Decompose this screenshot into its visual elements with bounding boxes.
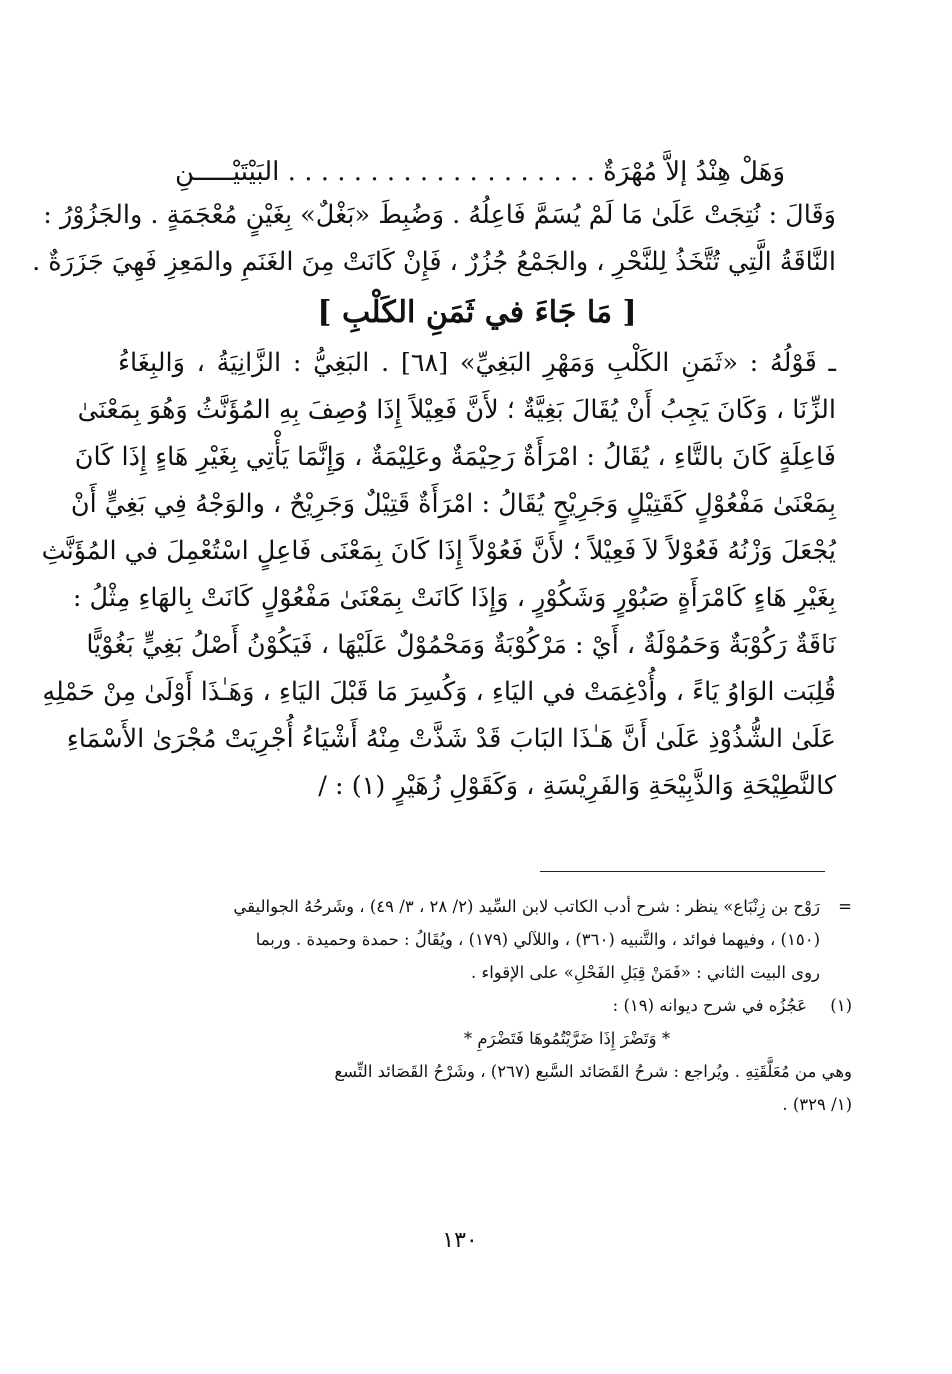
section-line: بِمَعْنَىٰ مَفْعُوْلٍ كَقَتِيْلٍ وَجَرِيْحٍ يُقَالُ : امْرَأَةٌ قَتِيْلٌ وَجَرِيْحٌ ، والوَجْهُ فِي بَغِيٍّ أَنْ	[70, 489, 836, 519]
section-line: قُلِبَت الوَاوُ يَاءً ، وأُدْغِمَتْ في اليَاءِ ، وَكُسِرَ مَا قَبْلَ اليَاءِ ، وَهَـٰذَا أَوْلَىٰ مِنْ حَمْلِهِ	[42, 677, 836, 707]
main-text	[32, 192, 837, 810]
section-line: عَلَىٰ الشُّذُوْذِ عَلَىٰ أَنَّ هَـٰذَا البَابَ قَدْ شَذَّتْ مِنْهُ أَشْيَاءُ أُجْرِيَتْ مُجْرَىٰ الأَسْمَاءِ	[66, 724, 836, 754]
footnote-text: عَجُزُه في شرح ديوانه (١٩) :	[612, 996, 807, 1015]
footnote-text: رَوْح بن زِنْبَاع» ينظر : شرح أدب الكاتب لابن السِّيد (٢/ ٢٨ ، ٣/ ٤٩) ، وشَرحُهُ الجواليقي	[233, 897, 820, 916]
body-line: وَقَالَ : نُتِجَتْ عَلَىٰ مَا لَمْ يُسَمَّ فَاعِلُهُ . وَضُبِطَ «بَغْلٌ» بِغَيْنٍ مُعْجَمَةٍ . والجَزُوْرُ :	[43, 200, 836, 230]
section-line: بِغَيْرِ هَاءٍ كَامْرَأَةٍ صَبُوْرٍ وَشَكُوْرٍ ، وَإِذَا كَانَتْ بِمَعْنَىٰ مَفْعُوْلٍ كَانَتْ بِالهَاءِ مِثْلُ :	[72, 583, 836, 613]
section-line: يُجْعَلَ وَزْنُهُ فَعُوْلاً لاَ فَعِيْلاً ؛ لأَنَّ فَعُوْلاً إِذَا كَانَ بِمَعْنَى فَاعِلٍ اسْتُعْمِلَ في المُؤَنَّثِ	[41, 536, 836, 566]
footnote-line: (١/ ٣٢٩) .	[782, 1095, 852, 1114]
page-number: ١٣٠	[442, 1228, 478, 1253]
section-line: الزِّنَا ، وَكَانَ يَجِبُ أَنْ يُقَالَ بَغِيَّةٌ ؛ لأَنَّ فَعِيْلاً إِذَا وُصِفَ بِهِ المُؤَنَّثُ وَهُوَ بِمَعْنَىٰ	[77, 395, 836, 425]
footnote-verse: * وَتَضْرَ إِذَا ضَرَّيْتُمُوهَا فَتَضْرَمِ *	[463, 1029, 671, 1048]
section-line: كالنَّطِيْحَةِ وَالذَّبِيْحَةِ وَالفَرِيْسَةِ ، وَكَقَوْلِ زُهَيْرٍ (١) : /	[318, 771, 836, 801]
footnote-separator	[540, 871, 825, 872]
footnote-number: (١)	[830, 996, 852, 1015]
verse-first-hemistich: وَهَلْ هِنْدُ إلاَّ مُهْرَةٌ . . . . . . .	[487, 157, 785, 187]
continuation-marker: =	[838, 897, 852, 916]
section-line: فَاعِلَةٍ كَانَ بالتَّاءِ ، يُقَالُ : امْرَأَةٌ رَحِيْمَةٌ وعَلِيْمَةٌ ، وَإِنَّمَا يَأْتِي بِغَيْرِ هَاءٍ إِذَا كَانَ	[74, 442, 836, 472]
body-line: النَّاقَةُ الَّتِي تُتَّخَذُ لِلنَّحْرِ ، والجَمْعُ جُزُرٌ ، فَإِنْ كَانَتْ مِنَ الغَنَمِ والمَعِزِ فَهِيَ جَزَرَةٌ .	[32, 247, 836, 277]
footnote-continuation-line: روى البيت الثاني : «فَمَنْ قِبَلِ الفَحْلِ» على الإقواء .	[470, 963, 820, 982]
verse-second-hemistich: . . . . . . . . . . . . البَيْتَيْـــــنِ	[175, 157, 478, 187]
footnotes	[112, 890, 852, 1121]
footnote-line: وهي من مُعَلَّقَتِهِ . ويُراجع : شرحُ القَصَائد السَّبع (٢٦٧) ، وشَرْحُ القَصَائد التِّسع	[334, 1062, 852, 1081]
footnote-1	[112, 989, 852, 1022]
section-heading: [ مَا جَاءَ في ثَمَنِ الكَلْبِ ]	[317, 295, 637, 330]
section-line: نَاقَةٌ رَكُوْبَةٌ وَحَمُوْلَةٌ ، أَيْ : مَرْكُوْبَةٌ وَمَحْمُوْلٌ عَلَيْهَا ، فَيَكُوْنُ أَصْلُ بَغِيٍّ بَغُوْيًّا	[86, 630, 836, 660]
footnote-continuation-line: (١٥٠) ، وفيهما فوائد ، والتَّنبيه (٣٦٠) ، واللآلي (١٧٩) ، ويُقَالُ : حمدة وحميدة . وربما	[255, 930, 820, 949]
section-line: ـ قَوْلُهُ : «ثَمَنِ الكَلْبِ وَمَهْرِ البَغِيِّ» [٦٨] . البَغِيُّ : الزَّانِيَةُ ، وَالبِغَاءُ	[118, 348, 837, 378]
poetry-verse	[165, 152, 785, 192]
footnote-continuation-line	[112, 890, 852, 923]
